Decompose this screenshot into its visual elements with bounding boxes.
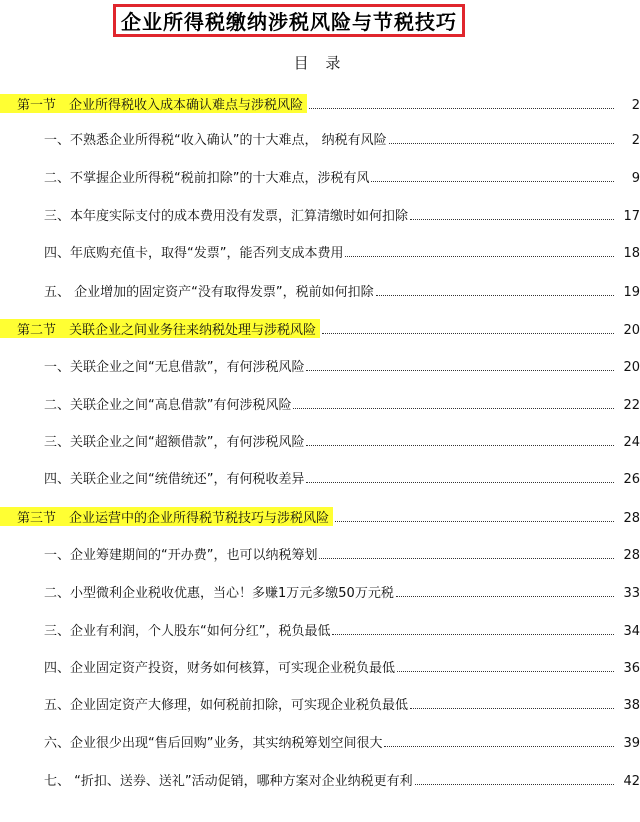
toc-dot-leader (384, 745, 614, 747)
toc-dot-leader (332, 633, 614, 635)
toc-entry-title: 四、关联企业之间“统借统还”，有何税收差异 (44, 472, 305, 487)
toc-dot-leader (396, 595, 614, 597)
toc-entry-title: 七、 “折扣、送券、送礼”活动促销，哪种方案对企业纳税更有利 (44, 774, 413, 789)
toc-page-number: 28 (623, 511, 640, 526)
toc-page-number: 20 (623, 323, 640, 338)
toc-entry-title: 三、本年度实际支付的成本费用没有发票，汇算清缴时如何扣除 (44, 209, 409, 224)
toc-entry-title: 三、企业有利润，个人股东“如何分红”，税负最低 (44, 624, 331, 639)
toc-page-number: 39 (623, 736, 640, 751)
toc-page-number: 19 (623, 285, 640, 300)
toc-dot-leader (345, 255, 614, 257)
toc-item-entry[interactable] (0, 543, 640, 563)
toc-dot-leader (319, 557, 614, 559)
toc-page-number: 9 (631, 171, 640, 186)
toc-heading: 目 录 (293, 54, 347, 72)
toc-entry-title: 六、企业很少出现“售后回购”业务，其实纳税筹划空间很大 (44, 736, 383, 751)
toc-item-entry[interactable] (0, 355, 640, 375)
toc-entry-title: 一、关联企业之间“无息借款”，有何涉税风险 (44, 360, 305, 375)
toc-item-entry[interactable] (0, 393, 640, 413)
toc-item-entry[interactable] (0, 204, 640, 224)
toc-page-number: 18 (623, 246, 640, 261)
toc-dot-leader (397, 670, 614, 672)
toc-dot-leader (322, 332, 614, 334)
toc-section-entry[interactable] (0, 506, 640, 526)
toc-page-number: 24 (623, 435, 640, 450)
toc-entry-title: 一、企业筹建期间的“开办费”，也可以纳税筹划 (44, 548, 318, 563)
toc-page-number: 2 (631, 133, 640, 148)
toc-page-number: 34 (623, 624, 640, 639)
toc-dot-leader (410, 218, 614, 220)
toc-entry-title: 第三节 企业运营中的企业所得税节税技巧与涉税风险 (0, 507, 333, 526)
toc-entry-title: 五、 企业增加的固定资产“没有取得发票”，税前如何扣除 (44, 285, 374, 300)
toc-dot-leader (335, 520, 614, 522)
toc-entry-title: 二、关联企业之间“高息借款”有何涉税风险 (44, 398, 292, 413)
toc-page-number: 17 (623, 209, 640, 224)
toc-dot-leader (389, 142, 614, 144)
toc-item-entry[interactable] (0, 581, 640, 601)
toc-item-entry[interactable] (0, 241, 640, 261)
toc-entry-title: 二、不掌握企业所得税“税前扣除”的十大难点，涉税有风 (44, 171, 370, 186)
toc-page-number: 33 (623, 586, 640, 601)
toc-dot-leader (306, 369, 614, 371)
toc-dot-leader (293, 407, 614, 409)
toc-entry-title: 第二节 关联企业之间业务往来纳税处理与涉税风险 (0, 319, 320, 338)
toc-item-entry[interactable] (0, 430, 640, 450)
toc-dot-leader (306, 444, 614, 446)
document-title: 企业所得税缴纳涉税风险与节税技巧 (121, 10, 457, 34)
toc-entry-title: 二、小型微利企业税收优惠，当心！多赚1万元多缴50万元税 (44, 586, 394, 601)
toc-dot-leader (309, 107, 614, 109)
toc-dot-leader (306, 481, 614, 483)
toc-dot-leader (410, 707, 614, 709)
toc-dot-leader (376, 294, 614, 296)
toc-item-entry[interactable] (0, 656, 640, 676)
toc-page-number: 36 (623, 661, 640, 676)
toc-page-number: 42 (623, 774, 640, 789)
toc-dot-leader (371, 180, 614, 182)
toc-item-entry[interactable] (0, 128, 640, 148)
toc-item-entry[interactable] (0, 619, 640, 639)
toc-section-entry[interactable] (0, 318, 640, 338)
toc-entry-title: 四、企业固定资产投资，财务如何核算，可实现企业税负最低 (44, 661, 396, 676)
toc-page-number: 28 (623, 548, 640, 563)
document-title-box (113, 4, 465, 37)
toc-entry-title: 五、企业固定资产大修理，如何税前扣除，可实现企业税负最低 (44, 698, 409, 713)
toc-entry-title: 第一节 企业所得税收入成本确认难点与涉税风险 (0, 94, 307, 113)
toc-section-entry[interactable] (0, 93, 640, 113)
toc-page-number: 22 (623, 398, 640, 413)
toc-entry-title: 四、年底购充值卡，取得“发票”，能否列支成本费用 (44, 246, 344, 261)
toc-entry-title: 三、关联企业之间“超额借款”，有何涉税风险 (44, 435, 305, 450)
toc-item-entry[interactable] (0, 280, 640, 300)
toc-dot-leader (415, 783, 614, 785)
toc-page-number: 38 (623, 698, 640, 713)
toc-entry-title: 一、不熟悉企业所得税“收入确认”的十大难点， 纳税有风险 (44, 133, 387, 148)
toc-item-entry[interactable] (0, 467, 640, 487)
toc-item-entry[interactable] (0, 693, 640, 713)
toc-item-entry[interactable] (0, 769, 640, 789)
toc-page-number: 2 (631, 98, 640, 113)
toc-page-number: 20 (623, 360, 640, 375)
toc-page-number: 26 (623, 472, 640, 487)
toc-item-entry[interactable] (0, 166, 640, 186)
toc-item-entry[interactable] (0, 731, 640, 751)
